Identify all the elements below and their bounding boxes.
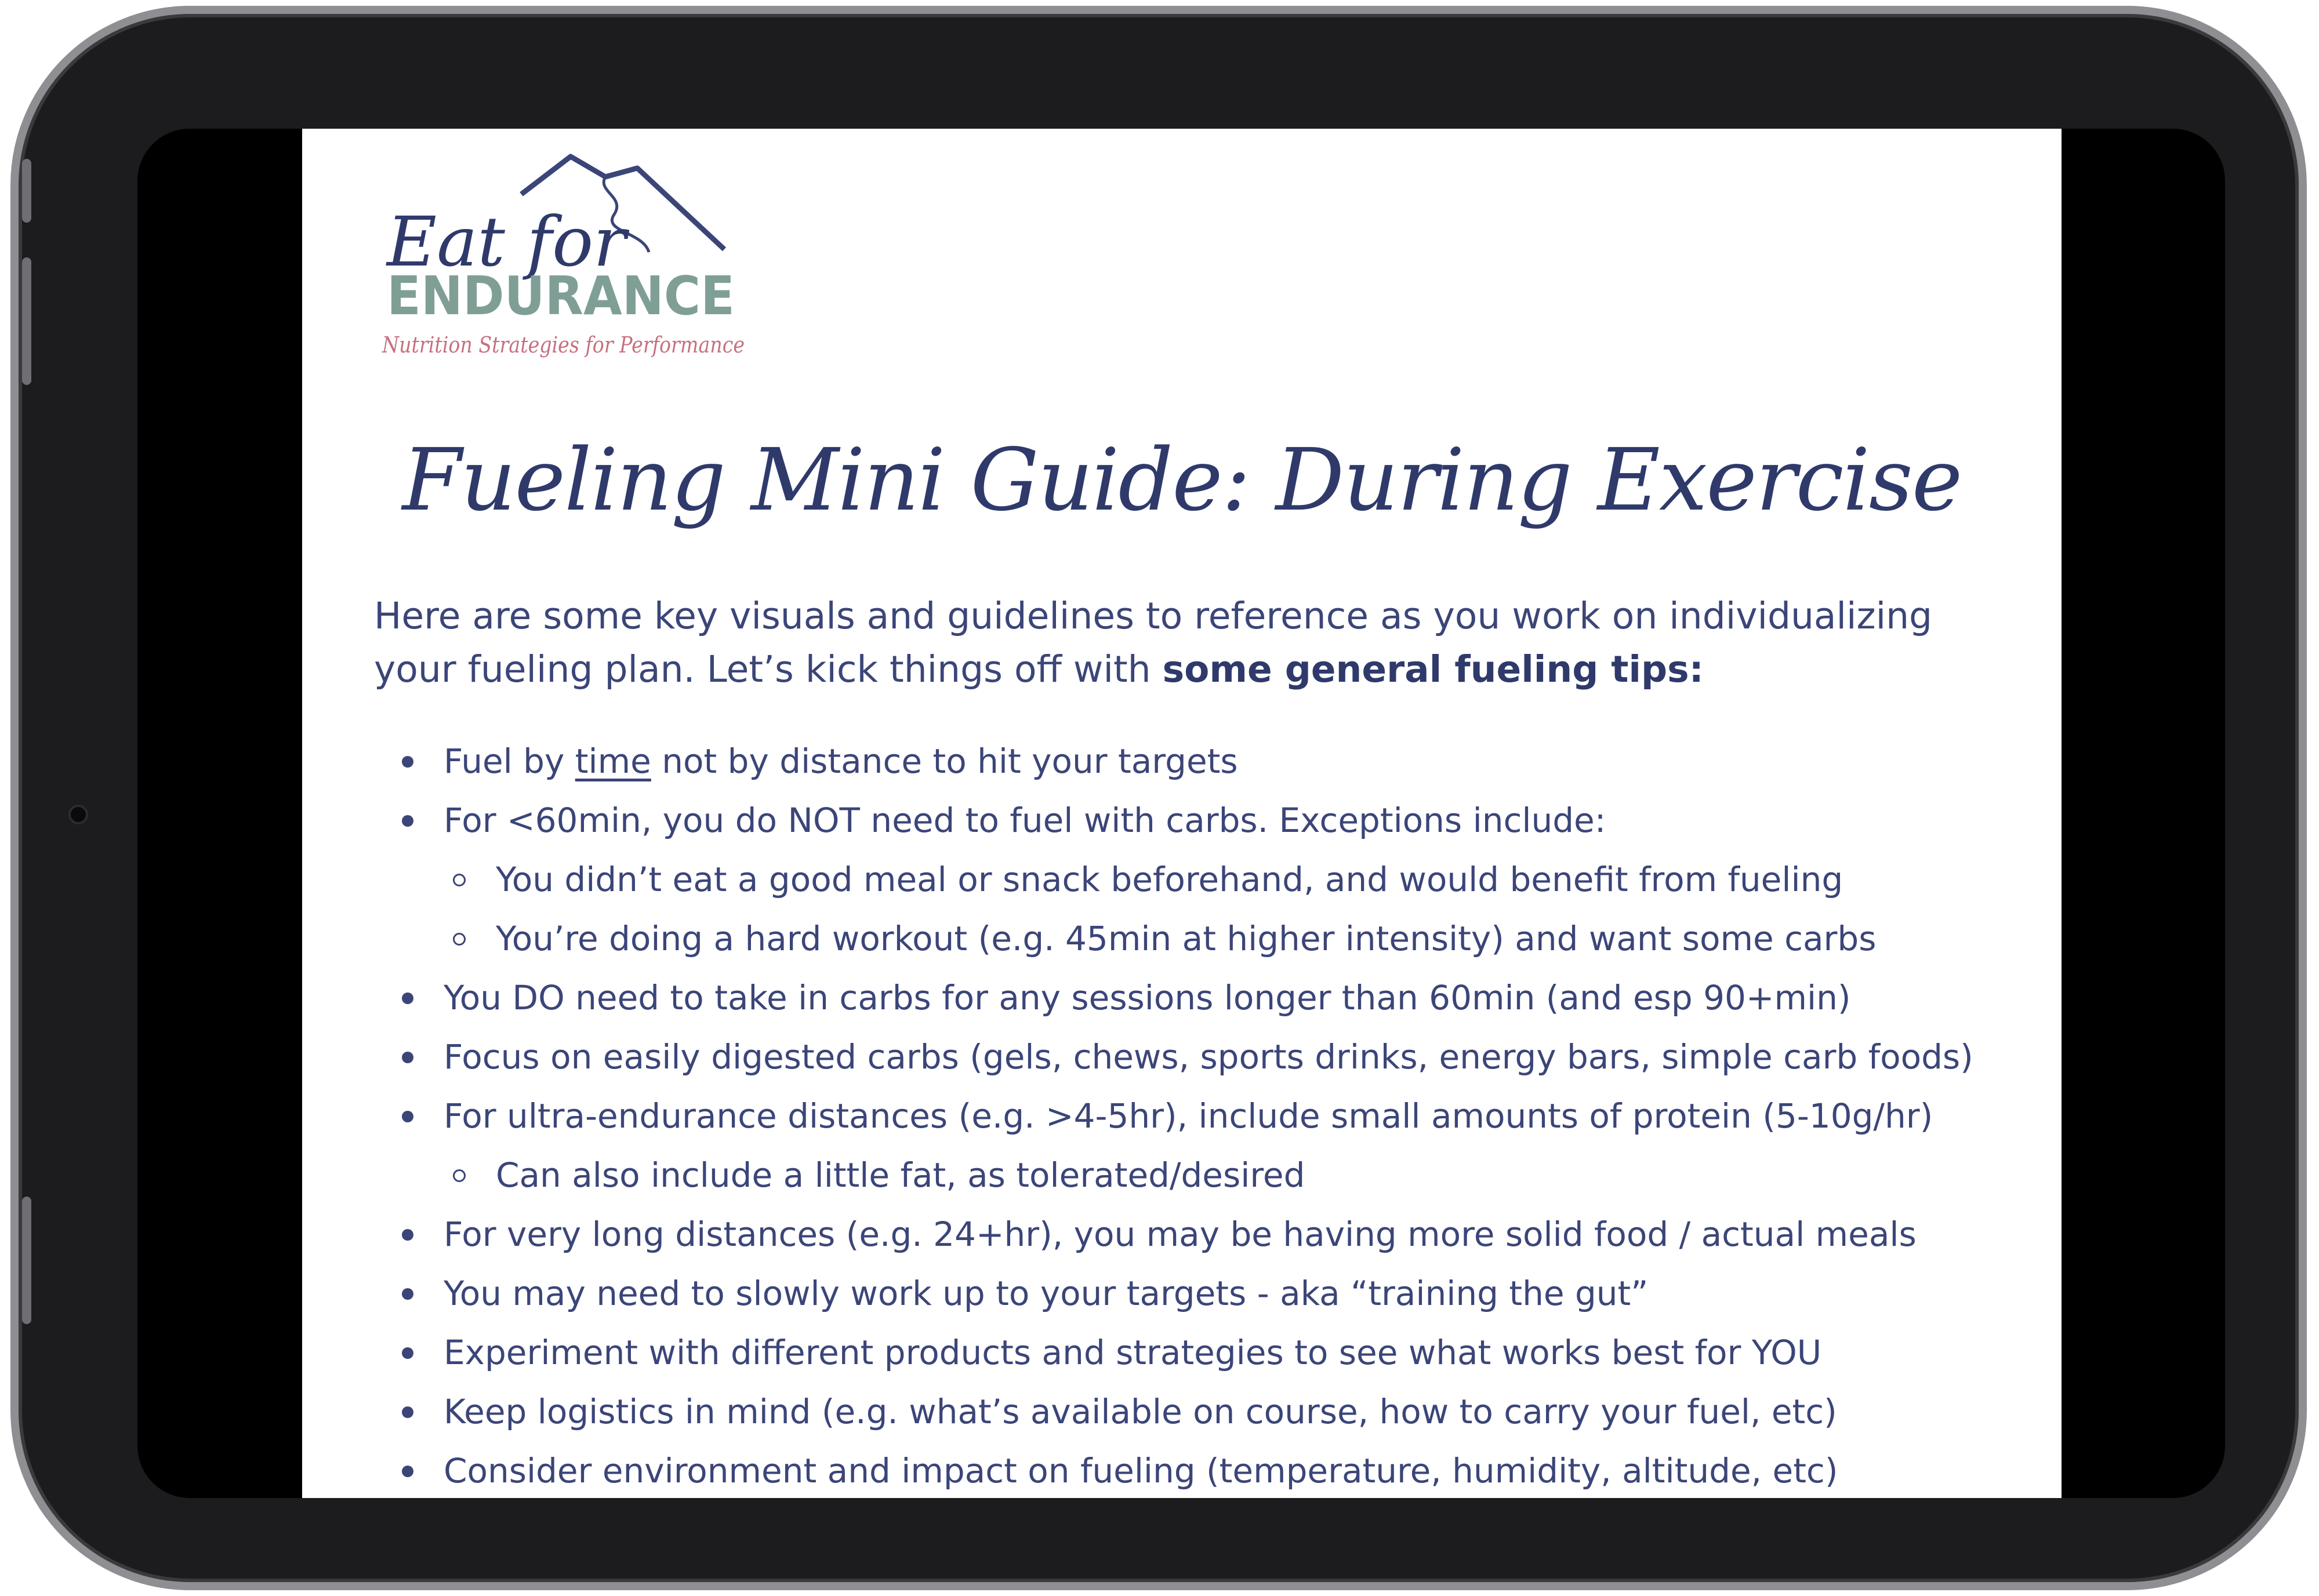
volume-up-button xyxy=(22,257,31,385)
bullet-icon xyxy=(402,1111,413,1122)
tablet-device-frame xyxy=(10,6,2307,1590)
list-item xyxy=(374,1323,2033,1382)
list-item xyxy=(374,1382,2033,1441)
bullet-icon xyxy=(402,992,413,1004)
bullet-icon xyxy=(402,1052,413,1063)
list-item xyxy=(374,1086,2033,1146)
hollow-bullet-icon xyxy=(453,933,466,946)
hollow-bullet-icon xyxy=(453,874,466,886)
sub-list-item xyxy=(374,909,2033,968)
logo-line2: ENDURANCE xyxy=(387,265,735,327)
tip-underlined-word: time xyxy=(575,741,651,781)
eat-for-endurance-logo xyxy=(376,151,747,359)
bullet-icon xyxy=(402,1229,413,1241)
logo-line1: Eat for xyxy=(387,202,626,282)
tip-text: For very long distances (e.g. 24+hr), you may be having more solid food / actual meals xyxy=(444,1215,1917,1254)
tip-text: You DO need to take in carbs for any sessions longer than 60min (and esp 90+min) xyxy=(444,978,1851,1017)
tablet-screen xyxy=(137,129,2225,1498)
tip-text: You didn’t eat a good meal or snack beforehand, and would benefit from fueling xyxy=(496,860,1843,899)
tip-text: You may need to slowly work up to your targets - aka “training the gut” xyxy=(444,1274,1649,1313)
tip-text-after: not by distance to hit your targets xyxy=(651,741,1238,781)
tip-text: For <60min, you do NOT need to fuel with carbs. Exceptions include: xyxy=(444,801,1606,840)
bullet-icon xyxy=(402,815,413,827)
tip-text: You’re doing a hard workout (e.g. 45min at higher intensity) and want some carbs xyxy=(496,919,1877,958)
intro-bold-text: some general fueling tips: xyxy=(1162,648,1704,690)
intro-text: Here are some key visuals and guidelines to reference as you work on individualizing your fueling plan. Let’s kick things off with xyxy=(374,595,1933,690)
front-camera xyxy=(68,805,88,824)
list-item xyxy=(374,791,2033,850)
volume-button-top xyxy=(22,159,31,223)
tip-text: Consider environment and impact on fueling (temperature, humidity, altitude, etc) xyxy=(444,1451,1838,1490)
bullet-icon xyxy=(402,1466,413,1477)
bullet-icon xyxy=(402,1347,413,1359)
sub-list-item xyxy=(374,850,2033,909)
logo-graphic xyxy=(376,151,747,359)
intro-paragraph xyxy=(374,590,2009,696)
list-item xyxy=(374,1027,2033,1086)
list-item xyxy=(374,732,2033,791)
list-item xyxy=(374,968,2033,1027)
document-page[interactable] xyxy=(302,129,2062,1498)
tip-text: Focus on easily digested carbs (gels, chews, sports drinks, energy bars, simple carb foods) xyxy=(444,1037,1973,1077)
list-item xyxy=(374,1205,2033,1264)
logo-tagline: Nutrition Strategies for Performance xyxy=(382,332,745,358)
tip-text: Experiment with different products and strategies to see what works best for YOU xyxy=(444,1333,1822,1372)
tip-text: For ultra-endurance distances (e.g. >4-5hr), include small amounts of protein (5-10g/hr) xyxy=(444,1096,1933,1136)
volume-down-button xyxy=(22,1197,31,1324)
bullet-icon xyxy=(402,756,413,768)
sub-list-item xyxy=(374,1146,2033,1205)
bullet-icon xyxy=(402,1406,413,1418)
page-title: Fueling Mini Guide: During Exercise xyxy=(402,430,1962,530)
list-item xyxy=(374,1441,2033,1500)
tip-text: Can also include a little fat, as tolerated/desired xyxy=(496,1155,1305,1195)
hollow-bullet-icon xyxy=(453,1169,466,1182)
tip-text-before: Fuel by xyxy=(444,741,575,781)
list-item xyxy=(374,1264,2033,1323)
fueling-tips-list xyxy=(374,732,2033,1500)
tip-text: Keep logistics in mind (e.g. what’s available on course, how to carry your fuel, etc) xyxy=(444,1392,1837,1431)
bullet-icon xyxy=(402,1288,413,1300)
